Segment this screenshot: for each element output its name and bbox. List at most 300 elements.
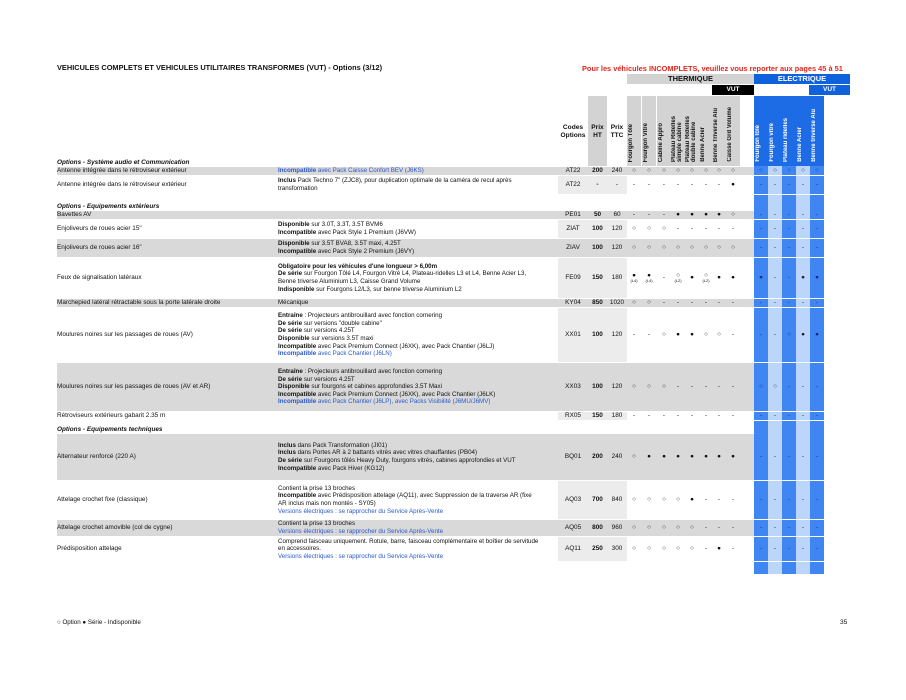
availability-cell: ○ (647, 225, 651, 232)
availability-cell: - (731, 524, 735, 531)
availability-cell: - (731, 383, 735, 390)
price-ht: 100 (592, 383, 603, 390)
col-electrique-2 (782, 96, 796, 166)
price-ht: 100 (592, 331, 603, 338)
availability-cell: ○ (676, 524, 680, 531)
availability-cell-electrique: - (759, 453, 763, 460)
availability-cell-electrique: ● (815, 274, 819, 281)
availability-cell: ○ (662, 167, 666, 174)
option-code: PE01 (565, 211, 581, 218)
option-label: Rétroviseurs extérieurs gabarit 2.35 m (57, 412, 166, 419)
availability-cell: - (704, 496, 708, 503)
option-code: FE09 (565, 274, 581, 281)
table-row (57, 167, 850, 175)
option-label: Moulures noires sur les passages de roues (AV) (57, 331, 193, 338)
availability-cell: - (704, 181, 708, 188)
table-row (57, 211, 850, 219)
availability-cell-electrique: - (815, 524, 819, 531)
col-thermique-label: Benne Triverse Alu (713, 107, 719, 162)
section-title: Options - Equipements techniques (57, 426, 163, 433)
option-code: AT22 (565, 167, 581, 174)
availability-cell: ● (L4) (642, 272, 656, 283)
option-description: Disponible sur 3.5T BVA8, 3.5T maxi, 4.25T Incompatible avec Pack Style 2 Premium (J6VY) (278, 240, 415, 255)
availability-cell: ○ (676, 167, 680, 174)
price-ht: 150 (592, 412, 603, 419)
col-electrique-label: Benne Acier (797, 127, 803, 162)
availability-cell: - (647, 412, 651, 419)
price-ht: 50 (593, 211, 602, 218)
price-ht: 100 (592, 244, 603, 251)
availability-cell: - (662, 181, 666, 188)
availability-cell: ○ (704, 167, 708, 174)
availability-cell: ○ (632, 545, 636, 552)
availability-cell-electrique: - (759, 181, 763, 188)
section-title: Options - Equipements extérieurs (57, 203, 160, 210)
availability-cell: ● (717, 453, 721, 460)
table-row (57, 239, 850, 257)
ht-header: Prix HT (591, 124, 604, 139)
col-thermique-0 (627, 96, 641, 166)
availability-cell: ● (717, 211, 721, 218)
availability-cell: ○ (704, 331, 708, 338)
table-row (57, 520, 850, 536)
availability-cell: ● (662, 453, 666, 460)
availability-cell-electrique: ○ (815, 167, 819, 174)
option-description: Disponible sur 3.0T, 3.3T, 3.5T BVM6 Incompatible avec Pack Style 1 Premium (J6VW) (278, 221, 416, 236)
availability-cell: - (676, 383, 680, 390)
price-ht: 150 (592, 274, 603, 281)
availability-cell: ○ (632, 299, 636, 306)
availability-cell-electrique: - (759, 225, 763, 232)
availability-cell-electrique: ● (801, 331, 805, 338)
option-label: Antenne intégrée dans le rétroviseur extérieur (57, 181, 187, 188)
table-row (57, 412, 850, 420)
page-number: 35 (840, 619, 848, 626)
availability-cell: - (662, 211, 666, 218)
availability-cell: - (704, 412, 708, 419)
col-thermique-6 (712, 96, 726, 166)
row-separator (57, 420, 850, 421)
availability-cell-electrique: - (815, 244, 819, 251)
availability-cell-electrique: - (801, 412, 805, 419)
availability-cell-electrique: ○ (773, 167, 777, 174)
availability-cell-electrique: - (759, 331, 763, 338)
availability-cell: - (717, 225, 721, 232)
table-row (57, 434, 850, 480)
availability-cell-electrique: ● (759, 274, 763, 281)
availability-cell: - (662, 412, 666, 419)
availability-cell: ○ (676, 545, 680, 552)
availability-cell-electrique: - (787, 181, 791, 188)
availability-cell-electrique: - (787, 453, 791, 460)
col-thermique-1 (642, 96, 656, 166)
option-code: AT22 (565, 181, 581, 188)
availability-cell: ○ (647, 545, 651, 552)
availability-cell-electrique: - (801, 299, 805, 306)
availability-cell: ● (690, 496, 694, 503)
availability-cell-electrique: - (773, 244, 777, 251)
option-label: Enjoliveurs de roues acier 15" (57, 225, 142, 232)
availability-cell-electrique: - (759, 496, 763, 503)
availability-cell: ● (676, 331, 680, 338)
table-row (57, 308, 850, 362)
availability-cell-electrique: - (759, 412, 763, 419)
availability-cell: ○ (731, 211, 735, 218)
option-code: RX05 (565, 412, 581, 419)
availability-cell: ○ (L2) (699, 272, 713, 283)
availability-cell-electrique: - (815, 545, 819, 552)
availability-cell: ● (731, 274, 735, 281)
availability-cell: ○ (662, 524, 666, 531)
col-thermique-label: Plateau Ridelles simple cabine (671, 115, 683, 162)
availability-cell: ○ (731, 167, 735, 174)
availability-cell: ○ (662, 244, 666, 251)
availability-cell: ○ (690, 244, 694, 251)
availability-cell: - (731, 225, 735, 232)
col-thermique-label: Caisse Grd Volume (727, 107, 733, 162)
price-ttc: 120 (611, 331, 623, 338)
option-code: ZIAV (566, 244, 580, 251)
availability-cell: - (662, 299, 666, 306)
option-label: Alternateur renforcé (220 A) (57, 453, 136, 460)
availability-cell: - (717, 496, 721, 503)
availability-cell: - (690, 383, 694, 390)
availability-cell-electrique: - (787, 244, 791, 251)
availability-cell: - (676, 412, 680, 419)
availability-cell: ○ (662, 225, 666, 232)
option-description: Contient la prise 13 broches Versions électriques : se rapprocher du Service Après-Vente (278, 520, 444, 535)
availability-cell: - (690, 181, 694, 188)
row-separator (57, 561, 850, 562)
availability-cell: ○ (717, 167, 721, 174)
availability-cell: ● (731, 453, 735, 460)
price-ht: 850 (592, 299, 603, 306)
availability-cell-electrique: - (815, 412, 819, 419)
option-label: Marchepied latéral rétractable sous la porte latérale droite (57, 299, 221, 306)
col-thermique-5 (699, 96, 713, 166)
availability-cell-electrique: ○ (773, 383, 777, 390)
col-thermique-3 (671, 96, 685, 166)
option-description: Comprend faisceau uniquement. Rotule, barre, faisceau complémentaire et boîtier de servitude en accessoires. Versions électriques : se rapprocher du Service Après-Vente (278, 537, 539, 560)
option-label: Attelage crochet amovible (col de cygne) (57, 524, 173, 531)
col-electrique-label: Fourgon tôlé (755, 125, 761, 162)
price-ttc: 120 (611, 225, 623, 232)
availability-cell: ● (647, 453, 651, 460)
cell-note: (L4) (630, 278, 638, 283)
availability-cell-electrique: - (801, 181, 805, 188)
availability-cell-electrique: - (815, 383, 819, 390)
table-row (57, 220, 850, 238)
availability-cell: - (690, 299, 694, 306)
option-description: Contient la prise 13 broches Incompatible avec Prédisposition attelage (AQ11), avec Suppression de la traverse AR (fixe AR inclus mais non montés - SY05) Versions électriques : se rapprocher du Service Après-Vente (278, 484, 532, 515)
codes-header: Codes Options (560, 124, 586, 139)
availability-cell: ● (690, 274, 694, 281)
availability-cell: - (717, 383, 721, 390)
availability-cell-electrique: ○ (787, 331, 791, 338)
availability-cell: ● (676, 453, 680, 460)
availability-cell-electrique: ● (801, 274, 805, 281)
option-code: AQ05 (564, 524, 582, 531)
availability-cell: - (647, 181, 651, 188)
option-description: Entraîne : Projecteurs antibrouillard avec fonction cornering De série sur versions 4.25T Disponible sur fourgons et cabines approfondies 3.5T Maxi Incompatible avec Pack Premium Connect (J6XK), avec Pack Chantier (J6LK) Incompatible avec Pack Chantier (J6LP), avec Packs Visibilité (J6MU/J6MV) (278, 368, 496, 406)
availability-cell: ○ (632, 167, 636, 174)
availability-cell-electrique: - (787, 524, 791, 531)
price-ttc: 60 (613, 211, 621, 218)
availability-cell-electrique: - (773, 453, 777, 460)
col-electrique-label: Plateau ridelles (783, 117, 789, 162)
availability-cell-electrique: - (773, 274, 777, 281)
option-description: Mécanique (278, 299, 309, 307)
availability-cell: ○ (647, 524, 651, 531)
col-thermique-7 (726, 96, 740, 166)
availability-cell: ● (717, 545, 721, 552)
price-ttc: 120 (611, 244, 623, 251)
availability-cell-electrique: - (787, 211, 791, 218)
availability-cell-electrique: - (801, 211, 805, 218)
page-title: VEHICULES COMPLETS ET VEHICULES UTILITAIRES TRANSFORMES (VUT) - Options (3/12) (57, 63, 383, 72)
availability-cell: ○ (717, 244, 721, 251)
price-ttc: 240 (611, 453, 623, 460)
price-ht: - (596, 181, 599, 188)
availability-cell-electrique: - (773, 331, 777, 338)
incomplete-vehicles-note: Pour les véhicules INCOMPLETS, veuillez vous reporter aux pages 45 à 51 (582, 64, 843, 73)
availability-cell-electrique: - (773, 524, 777, 531)
availability-cell: - (632, 331, 636, 338)
availability-cell: ○ (662, 496, 666, 503)
table-row (57, 481, 850, 519)
price-ttc: 840 (611, 496, 623, 503)
availability-cell: ● (676, 211, 680, 218)
option-code: XX03 (565, 383, 581, 390)
col-electrique-1 (768, 96, 782, 166)
cell-note: (L4) (645, 278, 653, 283)
option-label: Attelage crochet fixe (classique) (57, 496, 148, 503)
col-thermique-2 (657, 96, 671, 166)
availability-cell-electrique: ○ (759, 167, 763, 174)
availability-cell: - (632, 181, 636, 188)
option-description: Incompatible avec Pack Caisse Confort BEV (J6KS) (278, 167, 424, 175)
price-ttc: 180 (611, 412, 623, 419)
availability-cell: - (662, 274, 666, 281)
availability-cell: - (717, 299, 721, 306)
availability-cell: ● (717, 274, 721, 281)
availability-cell-electrique: - (787, 383, 791, 390)
ttc-header: Prix TTC (610, 124, 624, 139)
availability-cell-electrique: - (773, 299, 777, 306)
availability-cell: - (676, 299, 680, 306)
availability-cell: - (704, 383, 708, 390)
group-vut-electrique: VUT (809, 85, 850, 95)
availability-cell-electrique: - (759, 299, 763, 306)
col-thermique-label: Fourgon Tôlé (628, 123, 634, 162)
availability-cell-electrique: - (787, 299, 791, 306)
availability-cell: - (632, 211, 636, 218)
group-vut-thermique: VUT (712, 85, 754, 95)
col-electrique-label: Benne triverse Alu (811, 109, 817, 162)
availability-cell-electrique: ○ (787, 167, 791, 174)
option-code: BQ01 (564, 453, 582, 460)
availability-cell: ○ (676, 496, 680, 503)
availability-cell: - (647, 331, 651, 338)
availability-cell: ○ (704, 244, 708, 251)
availability-cell-electrique: - (801, 453, 805, 460)
col-thermique-label: Plateau Ridelles double cabine (685, 115, 697, 162)
cell-note: (L2) (702, 278, 710, 283)
availability-cell: ● (731, 181, 735, 188)
availability-cell-electrique: - (773, 211, 777, 218)
price-ttc: 240 (611, 167, 623, 174)
availability-cell: ○ (632, 496, 636, 503)
legend: ○ Option ● Série - Indisponible (57, 619, 141, 626)
availability-cell: - (717, 412, 721, 419)
option-code: AQ11 (565, 545, 581, 552)
option-label: Bavettes AV (57, 211, 92, 218)
availability-cell: ● (690, 331, 694, 338)
availability-cell: - (731, 545, 735, 552)
price-ttc: 300 (611, 545, 623, 552)
availability-cell: - (717, 181, 721, 188)
price-ht: 200 (592, 167, 603, 174)
availability-cell-electrique: - (815, 453, 819, 460)
availability-cell-electrique: - (815, 225, 819, 232)
availability-cell: ○ (662, 545, 666, 552)
availability-cell: ○ (632, 453, 636, 460)
availability-cell-electrique: - (801, 496, 805, 503)
availability-cell: ● (690, 453, 694, 460)
price-ht: 250 (592, 545, 603, 552)
availability-cell: ○ (731, 244, 735, 251)
table-row (57, 176, 850, 194)
price-ht: 800 (592, 524, 603, 531)
availability-cell: - (690, 412, 694, 419)
table-row (57, 299, 850, 307)
option-description: Inclus dans Pack Transformation (JI01) Inclus dans Portes AR à 2 battants vitrés avec vitres chauffantes (PB04) De série sur Fourgons tôlés Heavy Duty, fourgons vitrés, cabines approfondies et VUT Incompatible avec Pack Hiver (KG12) (278, 441, 516, 472)
availability-cell: - (717, 524, 721, 531)
availability-cell: ○ (662, 383, 666, 390)
availability-cell-electrique: - (801, 225, 805, 232)
availability-cell: ○ (632, 225, 636, 232)
option-code: AQ03 (564, 496, 582, 503)
availability-cell-electrique: - (773, 496, 777, 503)
availability-cell: ○ (L2) (671, 272, 685, 283)
availability-cell-electrique: - (759, 524, 763, 531)
price-ttc: 180 (611, 274, 623, 281)
option-code: ZIAT (566, 225, 580, 232)
row-shade (57, 211, 627, 219)
availability-cell: ○ (717, 331, 721, 338)
availability-cell: - (676, 181, 680, 188)
availability-cell: ○ (632, 244, 636, 251)
option-description: Obligatoire pour les véhicules d'une longueur > 6,00m De série sur Fourgon Tôlé L4, Fourgon Vitré L4, Plateau-ridelles L3 et L4, Benne Acier L3, Benne triverse Aluminium L3, Caisse Grand Volume Indisponible sur Fourgons L2/L3, sur benne triverse Aluminium L2 (278, 262, 527, 293)
availability-cell: - (690, 225, 694, 232)
availability-cell: ○ (690, 524, 694, 531)
availability-cell: ○ (647, 383, 651, 390)
price-ttc: 960 (611, 524, 623, 531)
table-row (57, 258, 850, 298)
col-electrique-label: Fourgon vitré (769, 123, 775, 162)
availability-cell-electrique: - (787, 496, 791, 503)
availability-cell: ○ (647, 244, 651, 251)
option-label: Feux de signalisation latéraux (57, 274, 142, 281)
col-electrique-4 (810, 96, 824, 166)
option-label: Antenne intégrée dans le rétroviseur extérieur (57, 167, 187, 174)
availability-cell: ○ (647, 299, 651, 306)
availability-cell: - (632, 412, 636, 419)
availability-cell-electrique: - (815, 181, 819, 188)
availability-cell-electrique: - (787, 274, 791, 281)
price-ttc: - (615, 181, 619, 188)
availability-cell-electrique: - (759, 211, 763, 218)
availability-cell: ○ (676, 244, 680, 251)
availability-cell: - (704, 299, 708, 306)
section-title: Options - Système audio et Communication (57, 159, 190, 166)
option-code: KY04 (565, 299, 581, 306)
price-ht: 700 (592, 496, 603, 503)
availability-cell: ○ (647, 496, 651, 503)
price-ttc: 120 (611, 383, 623, 390)
availability-cell: ● (704, 211, 708, 218)
price-ht: 200 (592, 453, 603, 460)
availability-cell: - (704, 524, 708, 531)
availability-cell-electrique: ○ (801, 167, 805, 174)
availability-cell: - (647, 211, 651, 218)
availability-cell: - (731, 496, 735, 503)
availability-cell-electrique: ○ (759, 383, 763, 390)
col-thermique-label: Fourgon Vitré (643, 122, 649, 162)
availability-cell: ○ (662, 331, 666, 338)
availability-cell: ○ (632, 524, 636, 531)
availability-cell-electrique: - (801, 524, 805, 531)
availability-cell-electrique: - (815, 211, 819, 218)
availability-cell: ○ (647, 167, 651, 174)
availability-cell: - (704, 545, 708, 552)
availability-cell-electrique: - (759, 545, 763, 552)
group-thermique: THERMIQUE (627, 74, 754, 84)
availability-cell-electrique: - (787, 545, 791, 552)
availability-cell: ○ (632, 383, 636, 390)
option-code: XX01 (565, 331, 581, 338)
price-ttc: 1020 (609, 299, 625, 306)
row-separator (57, 194, 850, 195)
col-electrique-0 (754, 96, 768, 166)
availability-cell: - (676, 225, 680, 232)
availability-cell-electrique: - (801, 383, 805, 390)
availability-cell: ○ (690, 545, 694, 552)
availability-cell-electrique: - (787, 412, 791, 419)
option-description: Entraîne : Projecteurs antibrouillard avec fonction cornering De série sur versions "double cabine" De série sur versions 4.25T Disponible sur versions 3.5T maxi Incompatible avec Pack Premium Connect (J6XK), avec Pack Chantier (J6LJ) Incompatible avec Pack Chantier (J6LN) (278, 312, 495, 358)
availability-cell-electrique: - (759, 244, 763, 251)
availability-cell-electrique: - (815, 299, 819, 306)
table-row (57, 537, 850, 561)
availability-cell-electrique: - (773, 412, 777, 419)
table-row (57, 363, 850, 411)
col-electrique-3 (796, 96, 810, 166)
availability-cell-electrique: ● (815, 331, 819, 338)
option-label: Enjoliveurs de roues acier 16" (57, 244, 142, 251)
option-label: Moulures noires sur les passages de roues (AV et AR) (57, 383, 211, 390)
group-electrique: ELECTRIQUE (754, 74, 850, 84)
availability-cell-electrique: - (773, 181, 777, 188)
availability-cell-electrique: - (801, 244, 805, 251)
option-label: Prédisposition attelage (57, 545, 122, 552)
price-ht: 100 (592, 225, 603, 232)
availability-cell: ● (690, 211, 694, 218)
cell-note: (L2) (674, 278, 682, 283)
availability-cell-electrique: - (815, 496, 819, 503)
availability-cell: ● (L4) (627, 272, 641, 283)
col-thermique-label: Cabine Appro (658, 122, 664, 162)
col-thermique-4 (685, 96, 699, 166)
